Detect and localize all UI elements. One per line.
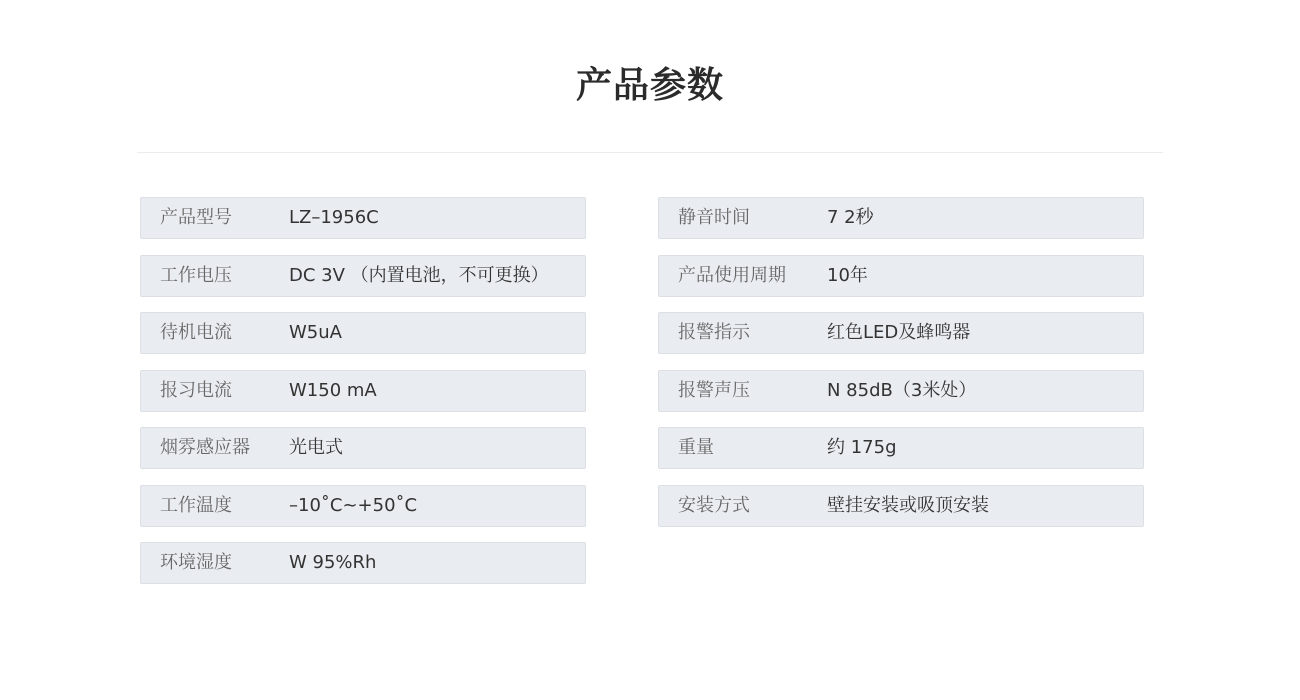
spec-row-model <box>140 197 586 239</box>
spec-value: N 85dB（3米处） <box>827 379 977 401</box>
spec-row-operating-temperature <box>140 485 586 527</box>
spec-value: 10年 <box>827 264 868 286</box>
spec-label: 待机电流 <box>160 322 232 343</box>
spec-value: 光电式 <box>289 437 343 458</box>
spec-value: 红色LED及蜂鸣器 <box>827 322 971 343</box>
spec-row-installation <box>658 485 1144 527</box>
spec-label: 报习电流 <box>160 379 232 401</box>
spec-list-left <box>140 197 586 600</box>
spec-value: –10˚C~+50˚C <box>289 494 418 516</box>
spec-row-standby-current <box>140 312 586 354</box>
spec-value: 7 2秒 <box>827 207 874 228</box>
title-divider <box>137 152 1163 153</box>
spec-label: 安装方式 <box>678 494 750 516</box>
spec-row-voltage <box>140 255 586 297</box>
spec-value: DC 3V （内置电池，不可更换） <box>289 264 549 286</box>
spec-value: W 95%Rh <box>289 552 377 573</box>
spec-row-sound-pressure <box>658 370 1144 412</box>
spec-label: 工作温度 <box>160 494 232 516</box>
spec-row-alarm-current <box>140 370 586 412</box>
spec-label: 产品使用周期 <box>678 264 786 286</box>
spec-label: 工作电压 <box>160 264 232 286</box>
spec-row-smoke-sensor <box>140 427 586 469</box>
spec-list-right <box>658 197 1144 542</box>
spec-label: 报警声压 <box>678 379 750 401</box>
spec-value: W5uA <box>289 322 342 343</box>
spec-value: 壁挂安装或吸顶安装 <box>827 494 989 516</box>
page-title: 产品参数 <box>575 65 724 106</box>
spec-value: 约 175g <box>827 437 897 458</box>
spec-value: LZ–1956C <box>289 207 379 228</box>
spec-row-humidity <box>140 542 586 584</box>
spec-value: W150 mA <box>289 379 377 401</box>
spec-label: 产品型号 <box>160 207 232 228</box>
spec-row-mute-time <box>658 197 1144 239</box>
spec-row-weight <box>658 427 1144 469</box>
spec-row-lifespan <box>658 255 1144 297</box>
spec-row-alarm-indicator <box>658 312 1144 354</box>
spec-label: 烟雰感应器 <box>160 437 250 458</box>
spec-label: 报警指示 <box>678 322 750 343</box>
spec-label: 环境湿度 <box>160 552 232 573</box>
spec-label: 重量 <box>678 437 714 458</box>
spec-label: 静音时间 <box>678 207 750 228</box>
